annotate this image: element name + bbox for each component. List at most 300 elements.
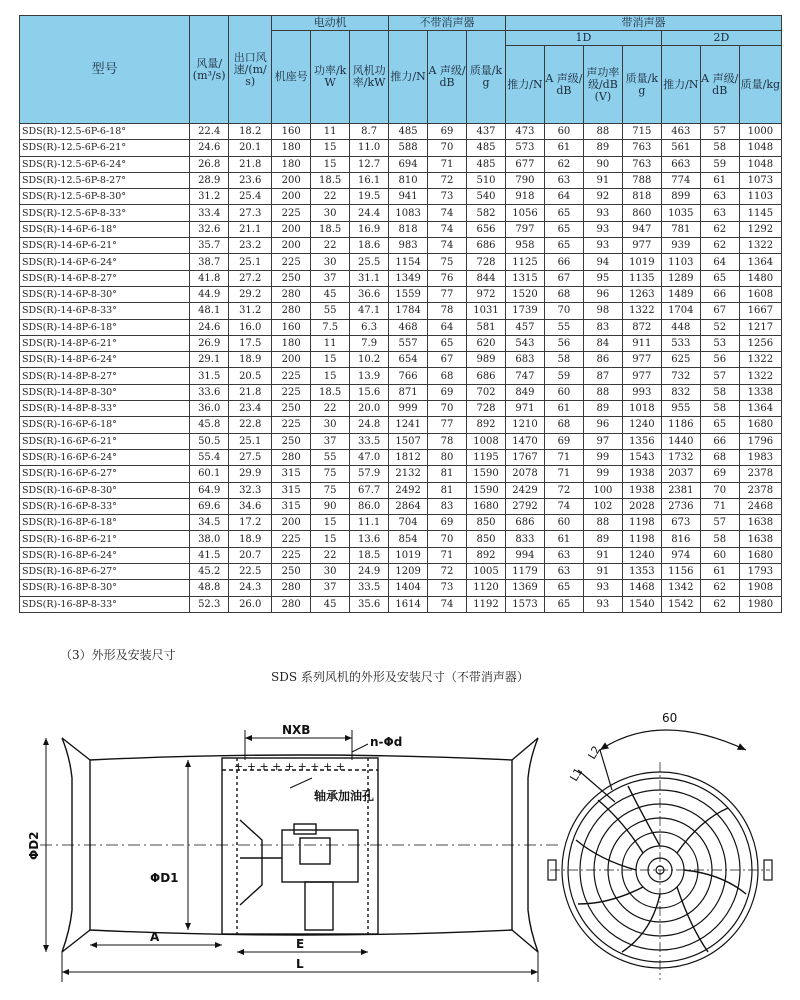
- table-cell: 7.9: [350, 335, 389, 351]
- table-cell: 15: [311, 368, 350, 384]
- label-e: E: [296, 937, 305, 951]
- table-cell: 557: [389, 335, 428, 351]
- table-cell: 1292: [739, 221, 781, 237]
- table-row: [20, 482, 782, 498]
- blade-3: [684, 870, 746, 894]
- table-row: [20, 319, 782, 335]
- table-cell: 993: [622, 384, 661, 400]
- table-cell: 44.9: [190, 286, 229, 302]
- table-cell: 1543: [622, 449, 661, 465]
- table-cell: 1241: [389, 417, 428, 433]
- table-cell: 280: [272, 303, 311, 319]
- table-cell: 57.9: [350, 466, 389, 482]
- cell-model: SDS(R)-12.5-6P-6-21°: [20, 140, 190, 156]
- table-cell: 58: [544, 352, 583, 368]
- table-cell: 11.1: [350, 515, 389, 531]
- table-cell: 694: [389, 156, 428, 172]
- table-cell: 67: [428, 352, 467, 368]
- header-model: 型号: [20, 16, 190, 124]
- table-cell: 84: [583, 335, 622, 351]
- label-l: L: [296, 957, 304, 971]
- table-cell: 533: [661, 335, 700, 351]
- table-cell: 30: [311, 254, 350, 270]
- table-cell: 315: [272, 466, 311, 482]
- cell-model: SDS(R)-14-8P-6-18°: [20, 319, 190, 335]
- table-cell: 58: [700, 401, 739, 417]
- table-row: [20, 172, 782, 188]
- table-cell: 620: [467, 335, 506, 351]
- table-cell: 1542: [661, 596, 700, 612]
- table-cell: 10.2: [350, 352, 389, 368]
- table-cell: 55.4: [190, 449, 229, 465]
- table-cell: 588: [389, 140, 428, 156]
- table-cell: 1349: [389, 270, 428, 286]
- header-1d-thrust: 推力/N: [506, 46, 545, 124]
- table-cell: 64: [428, 319, 467, 335]
- header-1d-mass: 质量/kg: [622, 46, 661, 124]
- table-cell: 715: [622, 124, 661, 140]
- table-cell: 1031: [467, 303, 506, 319]
- table-cell: 69: [700, 466, 739, 482]
- table-cell: 468: [389, 319, 428, 335]
- table-cell: 677: [506, 156, 545, 172]
- table-cell: 999: [389, 401, 428, 417]
- dim-angle-arc: [600, 730, 746, 750]
- table-cell: 1980: [739, 596, 781, 612]
- table-cell: 69: [428, 515, 467, 531]
- table-cell: 22.4: [190, 124, 229, 140]
- table-cell: 66: [700, 433, 739, 449]
- table-cell: 1590: [467, 482, 506, 498]
- table-cell: 99: [583, 449, 622, 465]
- table-cell: 74: [544, 498, 583, 514]
- table-cell: 704: [389, 515, 428, 531]
- table-cell: 15: [311, 140, 350, 156]
- table-cell: 1638: [739, 531, 781, 547]
- table-cell: 64.9: [190, 482, 229, 498]
- table-cell: 1342: [661, 580, 700, 596]
- table-cell: 1008: [467, 433, 506, 449]
- table-cell: 2378: [739, 482, 781, 498]
- table-cell: 88: [583, 124, 622, 140]
- table-cell: 250: [272, 401, 311, 417]
- table-cell: 485: [467, 140, 506, 156]
- table-cell: 75: [428, 254, 467, 270]
- table-cell: 1135: [622, 270, 661, 286]
- cell-model: SDS(R)-16-8P-6-21°: [20, 531, 190, 547]
- table-cell: 728: [467, 401, 506, 417]
- table-cell: 250: [272, 564, 311, 580]
- table-cell: 510: [467, 172, 506, 188]
- table-cell: 91: [583, 172, 622, 188]
- table-cell: 24.6: [190, 140, 229, 156]
- table-cell: 280: [272, 596, 311, 612]
- table-cell: 1489: [661, 286, 700, 302]
- table-cell: 872: [622, 319, 661, 335]
- table-cell: 2078: [506, 466, 545, 482]
- table-cell: 65: [700, 417, 739, 433]
- table-cell: 26.0: [229, 596, 272, 612]
- table-cell: 280: [272, 580, 311, 596]
- table-cell: 34.5: [190, 515, 229, 531]
- table-row: [20, 384, 782, 400]
- table-cell: 1263: [622, 286, 661, 302]
- table-cell: 18.5: [311, 172, 350, 188]
- table-cell: 437: [467, 124, 506, 140]
- table-cell: 68: [700, 449, 739, 465]
- table-cell: 180: [272, 156, 311, 172]
- table-row: [20, 189, 782, 205]
- table-cell: 1217: [739, 319, 781, 335]
- cell-model: SDS(R)-16-6P-6-21°: [20, 433, 190, 449]
- table-cell: 69: [544, 433, 583, 449]
- table-cell: 663: [661, 156, 700, 172]
- cell-model: SDS(R)-14-6P-6-24°: [20, 254, 190, 270]
- table-cell: 816: [661, 531, 700, 547]
- table-cell: 86.0: [350, 498, 389, 514]
- cell-model: SDS(R)-12.5-6P-8-33°: [20, 205, 190, 221]
- label-phi-d2: ΦD2: [27, 831, 41, 860]
- table-cell: 18.9: [229, 531, 272, 547]
- label-l1: L1: [567, 765, 586, 784]
- table-cell: 71: [428, 156, 467, 172]
- table-cell: 48.8: [190, 580, 229, 596]
- table-cell: 1048: [739, 140, 781, 156]
- table-cell: 200: [272, 238, 311, 254]
- table-cell: 32.3: [229, 482, 272, 498]
- header-with-muffler-group: 带消声器: [506, 16, 782, 31]
- table-cell: 1938: [622, 466, 661, 482]
- table-cell: 41.8: [190, 270, 229, 286]
- table-cell: 850: [467, 531, 506, 547]
- table-cell: 68: [428, 368, 467, 384]
- table-cell: 781: [661, 221, 700, 237]
- table-cell: 1103: [739, 189, 781, 205]
- header-1d-sound: A 声级/dB: [544, 46, 583, 124]
- table-cell: 747: [506, 368, 545, 384]
- table-cell: 1680: [739, 547, 781, 563]
- table-cell: 16.1: [350, 172, 389, 188]
- front-view-labels: [567, 711, 677, 784]
- table-cell: 280: [272, 449, 311, 465]
- table-cell: 102: [583, 498, 622, 514]
- label-nxb: NXB: [282, 723, 311, 737]
- table-cell: 69: [428, 384, 467, 400]
- table-cell: 71: [544, 466, 583, 482]
- header-2d-sound: A 声级/dB: [700, 46, 739, 124]
- table-cell: 18.5: [350, 547, 389, 563]
- cell-model: SDS(R)-14-8P-8-33°: [20, 401, 190, 417]
- table-cell: 91: [583, 547, 622, 563]
- table-cell: 62: [544, 156, 583, 172]
- table-cell: 63: [544, 172, 583, 188]
- flange-bolts: + + + + + + + + +: [234, 760, 345, 773]
- fan-side-view: [40, 738, 560, 952]
- table-cell: 485: [467, 156, 506, 172]
- table-row: [20, 303, 782, 319]
- table-row: [20, 515, 782, 531]
- table-row: [20, 140, 782, 156]
- table-cell: 31.2: [190, 189, 229, 205]
- table-cell: 70: [428, 531, 467, 547]
- table-cell: 1056: [506, 205, 545, 221]
- table-cell: 67: [700, 303, 739, 319]
- table-cell: 1667: [739, 303, 781, 319]
- dim-l-leader-1: [600, 750, 612, 790]
- table-cell: 797: [506, 221, 545, 237]
- table-cell: 1908: [739, 580, 781, 596]
- table-cell: 1005: [467, 564, 506, 580]
- table-cell: 810: [389, 172, 428, 188]
- table-cell: 788: [622, 172, 661, 188]
- table-cell: 17.2: [229, 515, 272, 531]
- table-cell: 57: [700, 368, 739, 384]
- table-cell: 65: [544, 238, 583, 254]
- table-cell: 61: [544, 140, 583, 156]
- table-row: [20, 498, 782, 514]
- table-cell: 33.4: [190, 205, 229, 221]
- table-cell: 1154: [389, 254, 428, 270]
- table-cell: 763: [622, 140, 661, 156]
- table-cell: 6.3: [350, 319, 389, 335]
- motor-core: [300, 838, 330, 864]
- table-cell: 93: [583, 580, 622, 596]
- table-cell: 732: [661, 368, 700, 384]
- table-cell: 65: [544, 596, 583, 612]
- table-cell: 763: [622, 156, 661, 172]
- table-cell: 88: [583, 384, 622, 400]
- table-cell: 15: [311, 515, 350, 531]
- table-row: [20, 417, 782, 433]
- table-cell: 1048: [739, 156, 781, 172]
- table-cell: 77: [428, 417, 467, 433]
- table-cell: 22: [311, 401, 350, 417]
- table-cell: 47.0: [350, 449, 389, 465]
- header-thrust: 推力/N: [389, 31, 428, 124]
- table-cell: 93: [583, 238, 622, 254]
- table-cell: 200: [272, 172, 311, 188]
- header-2d-thrust: 推力/N: [661, 46, 700, 124]
- table-cell: 225: [272, 417, 311, 433]
- drawing-title: SDS 系列风机的外形及安装尺寸（不带消声器）: [271, 670, 529, 684]
- table-row: [20, 156, 782, 172]
- table-cell: 1195: [467, 449, 506, 465]
- table-cell: 99: [583, 466, 622, 482]
- table-cell: 833: [506, 531, 545, 547]
- cell-model: SDS(R)-14-8P-6-21°: [20, 335, 190, 351]
- table-cell: 92: [583, 189, 622, 205]
- table-cell: 1210: [506, 417, 545, 433]
- table-cell: 80: [428, 449, 467, 465]
- table-cell: 225: [272, 531, 311, 547]
- table-cell: 75: [311, 482, 350, 498]
- table-cell: 59: [700, 156, 739, 172]
- label-l2: L2: [585, 743, 604, 762]
- table-cell: 1364: [739, 254, 781, 270]
- table-cell: 540: [467, 189, 506, 205]
- table-cell: 463: [661, 124, 700, 140]
- cell-model: SDS(R)-12.5-6P-8-30°: [20, 189, 190, 205]
- table-cell: 96: [583, 417, 622, 433]
- table-header: [20, 16, 782, 124]
- table-cell: 23.2: [229, 238, 272, 254]
- table-cell: 1983: [739, 449, 781, 465]
- table-cell: 1019: [389, 547, 428, 563]
- table-cell: 989: [467, 352, 506, 368]
- table-cell: 1120: [467, 580, 506, 596]
- table-cell: 41.5: [190, 547, 229, 563]
- table-cell: 53: [700, 335, 739, 351]
- table-cell: 23.4: [229, 401, 272, 417]
- table-cell: 24.9: [350, 564, 389, 580]
- table-cell: 24.6: [190, 319, 229, 335]
- table-cell: 200: [272, 221, 311, 237]
- table-cell: 673: [661, 515, 700, 531]
- table-cell: 860: [622, 205, 661, 221]
- header-fan-power: 风机功率/kW: [350, 31, 389, 124]
- table-cell: 1680: [739, 417, 781, 433]
- header-sound: A 声级/dB: [428, 31, 467, 124]
- table-cell: 15: [311, 531, 350, 547]
- table-cell: 18.5: [311, 221, 350, 237]
- label-oil-hole: 轴承加油孔: [314, 789, 375, 803]
- table-cell: 16.0: [229, 319, 272, 335]
- table-cell: 45.2: [190, 564, 229, 580]
- table-cell: 16.9: [350, 221, 389, 237]
- table-cell: 1520: [506, 286, 545, 302]
- table-cell: 65: [700, 270, 739, 286]
- table-cell: 1145: [739, 205, 781, 221]
- table-cell: 939: [661, 238, 700, 254]
- table-cell: 457: [506, 319, 545, 335]
- table-cell: 58: [700, 140, 739, 156]
- table-cell: 22.8: [229, 417, 272, 433]
- table-cell: 977: [622, 368, 661, 384]
- table-cell: 61: [544, 401, 583, 417]
- table-cell: 977: [622, 238, 661, 254]
- table-cell: 71: [700, 498, 739, 514]
- table-cell: 22: [311, 547, 350, 563]
- table-cell: 29.1: [190, 352, 229, 368]
- table-cell: 1035: [661, 205, 700, 221]
- table-cell: 55: [311, 449, 350, 465]
- table-cell: 69.6: [190, 498, 229, 514]
- table-cell: 77: [428, 286, 467, 302]
- table-cell: 62: [700, 596, 739, 612]
- blade-7: [576, 840, 636, 870]
- table-cell: 64: [700, 254, 739, 270]
- table-cell: 13.9: [350, 368, 389, 384]
- table-cell: 96: [583, 286, 622, 302]
- header-no-muffler-group: 不带消声器: [389, 16, 506, 31]
- table-cell: 74: [428, 221, 467, 237]
- table-cell: 11.0: [350, 140, 389, 156]
- table-cell: 958: [506, 238, 545, 254]
- table-cell: 65: [544, 580, 583, 596]
- leader-oil-hole: [290, 778, 312, 788]
- header-mass: 质量/kg: [467, 31, 506, 124]
- table-cell: 2468: [739, 498, 781, 514]
- table-cell: 15.6: [350, 384, 389, 400]
- table-cell: 1793: [739, 564, 781, 580]
- table-cell: 56: [544, 335, 583, 351]
- table-cell: 20.7: [229, 547, 272, 563]
- table-cell: 65: [544, 205, 583, 221]
- leader-n-phi-d: [352, 744, 368, 752]
- cell-model: SDS(R)-16-6P-6-24°: [20, 449, 190, 465]
- table-cell: 702: [467, 384, 506, 400]
- table-cell: 1573: [506, 596, 545, 612]
- table-cell: 1540: [622, 596, 661, 612]
- header-2d-mass: 质量/kg: [739, 46, 781, 124]
- cell-model: SDS(R)-16-6P-8-30°: [20, 482, 190, 498]
- table-cell: 1404: [389, 580, 428, 596]
- table-cell: 1125: [506, 254, 545, 270]
- table-cell: 23.6: [229, 172, 272, 188]
- table-cell: 31.2: [229, 303, 272, 319]
- table-cell: 2132: [389, 466, 428, 482]
- table-cell: 686: [467, 238, 506, 254]
- table-cell: 38.0: [190, 531, 229, 547]
- table-cell: 60: [544, 515, 583, 531]
- table-cell: 63: [700, 205, 739, 221]
- table-cell: 24.8: [350, 417, 389, 433]
- table-cell: 98: [583, 303, 622, 319]
- table-cell: 832: [661, 384, 700, 400]
- table-cell: 473: [506, 124, 545, 140]
- table-row: [20, 564, 782, 580]
- header-1d-sound-power: 声功率级/dB(V): [583, 46, 622, 124]
- table-cell: 35.7: [190, 238, 229, 254]
- table-cell: 766: [389, 368, 428, 384]
- table-cell: 854: [389, 531, 428, 547]
- table-cell: 72: [428, 172, 467, 188]
- table-cell: 74: [428, 205, 467, 221]
- table-cell: 18.9: [229, 352, 272, 368]
- table-cell: 2492: [389, 482, 428, 498]
- table-cell: 81: [428, 482, 467, 498]
- table-cell: 1680: [467, 498, 506, 514]
- cell-model: SDS(R)-14-6P-6-18°: [20, 221, 190, 237]
- table-cell: 994: [506, 547, 545, 563]
- table-row: [20, 401, 782, 417]
- table-cell: 70: [544, 303, 583, 319]
- table-cell: 30: [311, 564, 350, 580]
- cell-model: SDS(R)-14-6P-8-33°: [20, 303, 190, 319]
- table-cell: 1186: [661, 417, 700, 433]
- table-cell: 180: [272, 140, 311, 156]
- table-cell: 1590: [467, 466, 506, 482]
- table-cell: 315: [272, 482, 311, 498]
- table-row: [20, 124, 782, 140]
- table-cell: 12.7: [350, 156, 389, 172]
- table-cell: 90: [311, 498, 350, 514]
- table-cell: 2028: [622, 498, 661, 514]
- table-cell: 947: [622, 221, 661, 237]
- table-cell: 71: [428, 547, 467, 563]
- table-row: [20, 335, 782, 351]
- table-cell: 1179: [506, 564, 545, 580]
- table-cell: 1812: [389, 449, 428, 465]
- cell-model: SDS(R)-16-8P-8-30°: [20, 580, 190, 596]
- table-cell: 24.3: [229, 580, 272, 596]
- table-cell: 69: [428, 124, 467, 140]
- table-cell: 32.6: [190, 221, 229, 237]
- table-cell: 18.5: [311, 384, 350, 400]
- table-cell: 22: [311, 238, 350, 254]
- table-row: [20, 368, 782, 384]
- table-cell: 36.6: [350, 286, 389, 302]
